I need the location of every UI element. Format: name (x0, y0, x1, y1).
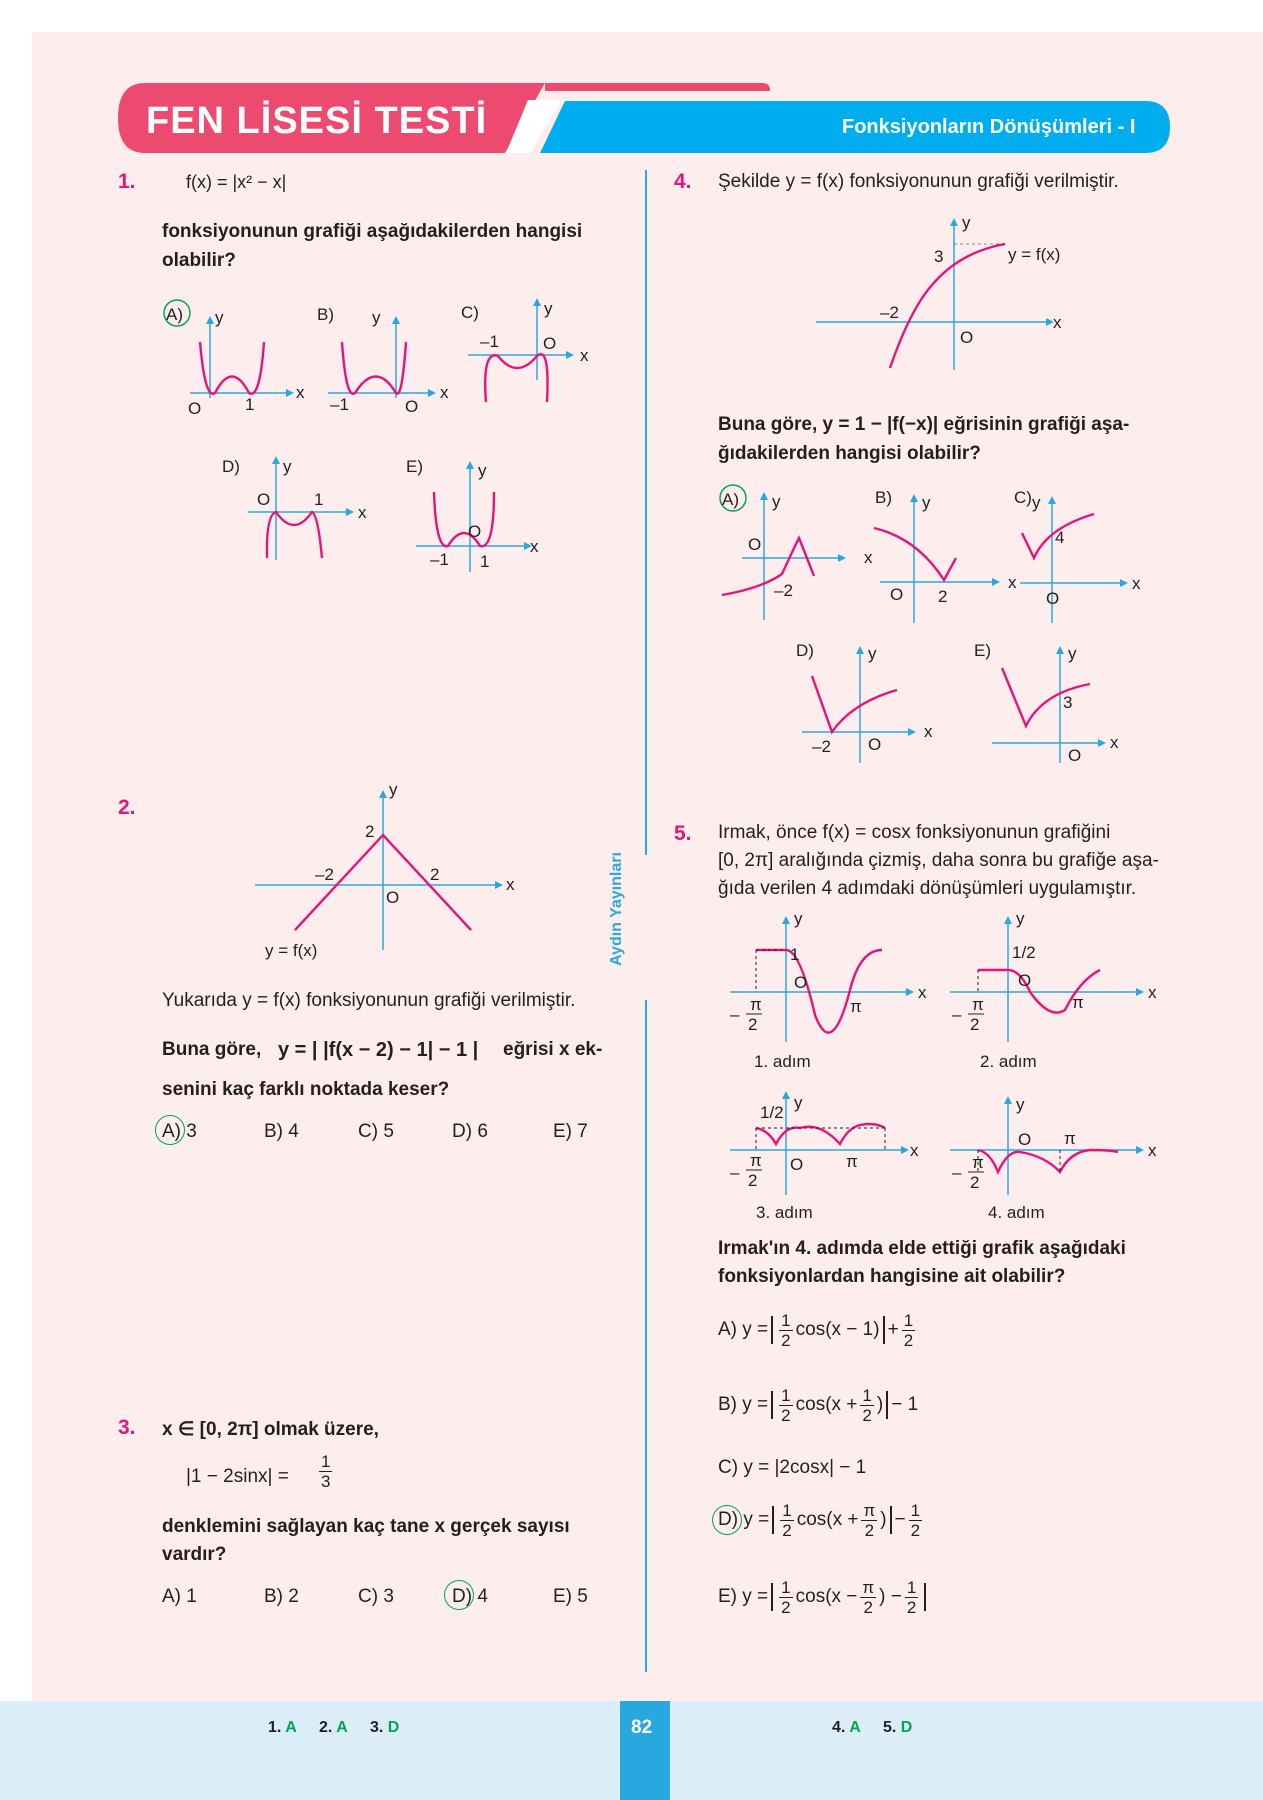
q3-eq-lhs: |1 − 2sinx| = (186, 1466, 289, 1487)
svg-text:π: π (846, 1152, 858, 1171)
svg-text:y: y (794, 1093, 803, 1112)
q1-function: f(x) = |x² − x| (186, 172, 287, 192)
svg-text:y: y (215, 308, 224, 327)
header-banner (0, 0, 1263, 170)
svg-text:y: y (283, 457, 292, 476)
svg-text:x: x (1148, 1141, 1157, 1160)
svg-text:2: 2 (748, 1015, 758, 1034)
svg-text:x: x (440, 383, 449, 402)
q1-option-graphs (150, 290, 620, 580)
svg-text:x: x (924, 722, 933, 741)
svg-text:3: 3 (934, 247, 944, 266)
svg-text:x: x (1132, 574, 1141, 593)
q5-step-4: 4. adım (988, 1203, 1045, 1222)
q1-opt-c: C) (461, 303, 479, 322)
svg-text:2: 2 (970, 1015, 980, 1034)
q4-statement: Şekilde y = f(x) fonksiyonunun grafiği verilmiştir. (718, 171, 1119, 192)
q1-opt-e: E) (406, 457, 423, 476)
q4-opt-b: B) (875, 488, 892, 507)
svg-text:y: y (868, 644, 877, 663)
q4-opt-a: A) (722, 490, 739, 509)
q4-option-graphs (712, 478, 1162, 768)
svg-text:–1: –1 (430, 550, 449, 569)
svg-text:–2: –2 (774, 581, 793, 600)
svg-text:x: x (918, 983, 927, 1002)
q1-opt-a: A) (166, 305, 183, 324)
svg-text:–: – (952, 1005, 962, 1024)
column-divider-bottom (645, 1000, 647, 1672)
q3-choice-e[interactable]: E) 5 (553, 1586, 588, 1607)
svg-text:x: x (864, 548, 873, 567)
svg-text:3: 3 (1063, 693, 1073, 712)
q5-step-1: 1. adım (754, 1052, 811, 1071)
q5-step-2: 2. adım (980, 1052, 1037, 1071)
q5-number: 5. (674, 822, 692, 845)
q2-choice-d[interactable]: D) 6 (452, 1121, 488, 1142)
svg-text:1: 1 (314, 490, 324, 509)
svg-text:O: O (748, 535, 762, 554)
svg-text:O: O (1068, 746, 1082, 765)
q5-choice-b[interactable]: B) y = $\frac{1}{2}$ cos(x + $\frac{1}{2}$ ) − 1 (718, 1385, 919, 1425)
svg-text:2: 2 (430, 865, 440, 884)
q3-line1: denklemini sağlayan kaç tane x gerçek sayısı (162, 1516, 570, 1537)
q2-equation: y = | |f(x − 2) − 1| − 1 | (278, 1039, 479, 1061)
svg-text:1/2: 1/2 (1012, 943, 1036, 962)
svg-text:–: – (730, 1163, 740, 1182)
topic-title: Fonksiyonların Dönüşümleri - I (842, 116, 1136, 138)
svg-text:–2: –2 (812, 737, 831, 756)
svg-text:π: π (972, 995, 984, 1014)
q5-step-graphs (720, 910, 1160, 1225)
svg-text:π: π (972, 1153, 984, 1172)
column-divider-top (645, 170, 647, 855)
q5-choice-e[interactable]: E) y = $\frac{1}{2}$ cos(x − $\frac{\pi}{2}$ ) − $\frac{1}{2}$ (718, 1572, 929, 1622)
answer-key-left: 1. A 2. A 3. D (268, 1719, 400, 1736)
q2-line2: senini kaç farklı noktada keser? (162, 1079, 450, 1100)
svg-text:O: O (543, 334, 557, 353)
svg-text:O: O (405, 397, 419, 416)
q2-suffix: eğrisi x ek- (503, 1039, 603, 1060)
page-number: 82 (631, 1717, 653, 1738)
q4-opt-e: E) (974, 641, 991, 660)
q2-choice-c[interactable]: C) 5 (358, 1121, 394, 1142)
svg-text:π: π (750, 995, 762, 1014)
svg-text:–1: –1 (480, 332, 499, 351)
q3-choice-a[interactable]: A) 1 (162, 1586, 197, 1607)
svg-text:–1: –1 (330, 395, 349, 414)
svg-text:x: x (910, 1141, 919, 1160)
q3-number: 3. (118, 1416, 136, 1439)
svg-text:4: 4 (1055, 528, 1065, 547)
q5-choice-a[interactable]: A) y = $\frac{1}{2}$ cos(x − 1) + $\frac{1}{2}$ (718, 1310, 914, 1350)
q2-number: 2. (118, 796, 136, 819)
svg-text:x: x (358, 503, 367, 522)
q5-line3: ğıda verilen 4 adımdaki dönüşümleri uygulamıştır. (718, 878, 1137, 899)
q2-choice-e[interactable]: E) 7 (553, 1121, 588, 1142)
svg-text:O: O (1018, 1130, 1032, 1149)
answer-key-right: 4. A 5. D (832, 1719, 913, 1736)
badge-title: FEN LİSESİ TESTİ (146, 100, 488, 142)
svg-text:y: y (794, 910, 803, 928)
q4-graph (810, 210, 1080, 375)
svg-text:π: π (1072, 993, 1084, 1012)
svg-text:y: y (372, 308, 381, 327)
q5-line2: [0, 2π] aralığında çizmiş, daha sonra bu grafiğe aşa- (718, 850, 1159, 871)
svg-text:y: y (1032, 493, 1041, 512)
svg-text:O: O (794, 973, 808, 992)
svg-text:O: O (890, 585, 904, 604)
q2-statement: Yukarıda y = f(x) fonksiyonunun grafiği verilmiştir. (162, 990, 576, 1011)
q1-opt-b: B) (317, 305, 334, 324)
q3-choice-c[interactable]: C) 3 (358, 1586, 394, 1607)
svg-text:O: O (386, 888, 400, 907)
svg-text:π: π (850, 997, 862, 1016)
svg-text:π: π (750, 1151, 762, 1170)
side-label: Aydın Yayınları (607, 852, 625, 966)
q2-graph (245, 780, 545, 960)
svg-text:x: x (1148, 983, 1157, 1002)
svg-text:x: x (506, 875, 515, 894)
svg-text:2: 2 (970, 1173, 980, 1192)
svg-text:y: y (1068, 644, 1077, 663)
svg-text:O: O (790, 1155, 804, 1174)
q2-choice-a[interactable]: A) 3 (162, 1121, 197, 1142)
svg-text:y = f(x): y = f(x) (265, 941, 318, 960)
q4-number: 4. (674, 170, 692, 193)
svg-text:x: x (296, 383, 305, 402)
svg-text:1: 1 (245, 395, 255, 414)
svg-text:–2: –2 (315, 865, 334, 884)
svg-text:2: 2 (365, 822, 375, 841)
q4-prompt-1: Buna göre, y = 1 − |f(−x)| eğrisinin grafiği aşa- (718, 414, 1130, 435)
header-stripe (545, 83, 770, 91)
svg-text:–: – (952, 1163, 962, 1182)
q1-opt-d: D) (222, 457, 240, 476)
q3-choice-b[interactable]: B) 2 (264, 1586, 299, 1607)
q1-number: 1. (118, 170, 136, 193)
q5-choice-d[interactable]: D) y = $\frac{1}{2}$ cos(x + $\frac{\pi}{2}$ ) − $\frac{1}{2}$ (718, 1500, 921, 1540)
svg-text:O: O (257, 490, 271, 509)
svg-text:x: x (1110, 733, 1119, 752)
svg-text:2: 2 (938, 587, 948, 606)
svg-text:2: 2 (748, 1171, 758, 1190)
svg-text:y: y (962, 213, 971, 232)
svg-text:O: O (960, 328, 974, 347)
svg-text:–: – (730, 1005, 740, 1024)
q5-question-1: Irmak'ın 4. adımda elde ettiği grafik aşağıdaki (718, 1238, 1126, 1259)
svg-text:1/2: 1/2 (760, 1103, 784, 1122)
q5-line1: Irmak, önce f(x) = cosx fonksiyonunun grafiğini (718, 822, 1111, 843)
q1-prompt-1: fonksiyonunun grafiği aşağıdakilerden hangisi (162, 221, 583, 242)
q5-question-2: fonksiyonlardan hangisine ait olabilir? (718, 1266, 1066, 1287)
q4-prompt-2: ğıdakilerden hangisi olabilir? (718, 443, 981, 464)
svg-text:–2: –2 (880, 303, 899, 322)
q2-choice-b[interactable]: B) 4 (264, 1121, 299, 1142)
svg-text:O: O (1046, 589, 1060, 608)
q4-opt-d: D) (796, 641, 814, 660)
svg-text:π: π (1064, 1129, 1076, 1148)
svg-text:y: y (922, 493, 931, 512)
svg-text:x: x (580, 346, 589, 365)
svg-text:O: O (188, 399, 202, 418)
q3-condition: x ∈ [0, 2π] olmak üzere, (162, 1419, 379, 1440)
svg-text:x: x (1053, 313, 1062, 332)
svg-text:O: O (868, 735, 882, 754)
svg-text:x: x (530, 537, 539, 556)
svg-text:1: 1 (480, 552, 490, 571)
svg-text:y: y (772, 492, 781, 511)
svg-text:y = f(x): y = f(x) (1008, 245, 1061, 264)
q5-choice-c[interactable]: C) y = |2cosx| − 1 (718, 1457, 867, 1478)
svg-text:y: y (478, 461, 487, 480)
q5-step-3: 3. adım (756, 1203, 813, 1222)
q4-opt-c: C) (1014, 488, 1032, 507)
svg-text:1: 1 (790, 945, 800, 964)
svg-text:y: y (389, 780, 398, 799)
q2-prefix: Buna göre, (162, 1039, 262, 1060)
q3-choice-d[interactable]: D) 4 (452, 1586, 488, 1607)
svg-text:y: y (1016, 1095, 1025, 1114)
svg-text:x: x (1008, 573, 1017, 592)
svg-text:O: O (468, 522, 482, 541)
svg-text:y: y (1016, 910, 1025, 928)
svg-text:y: y (544, 299, 553, 318)
svg-text:O: O (1018, 971, 1032, 990)
q3-line2: vardır? (162, 1544, 227, 1565)
q1-prompt-2: olabilir? (162, 250, 236, 271)
q3-eq-fraction: $\frac{1}{3}$ (321, 1452, 331, 1491)
